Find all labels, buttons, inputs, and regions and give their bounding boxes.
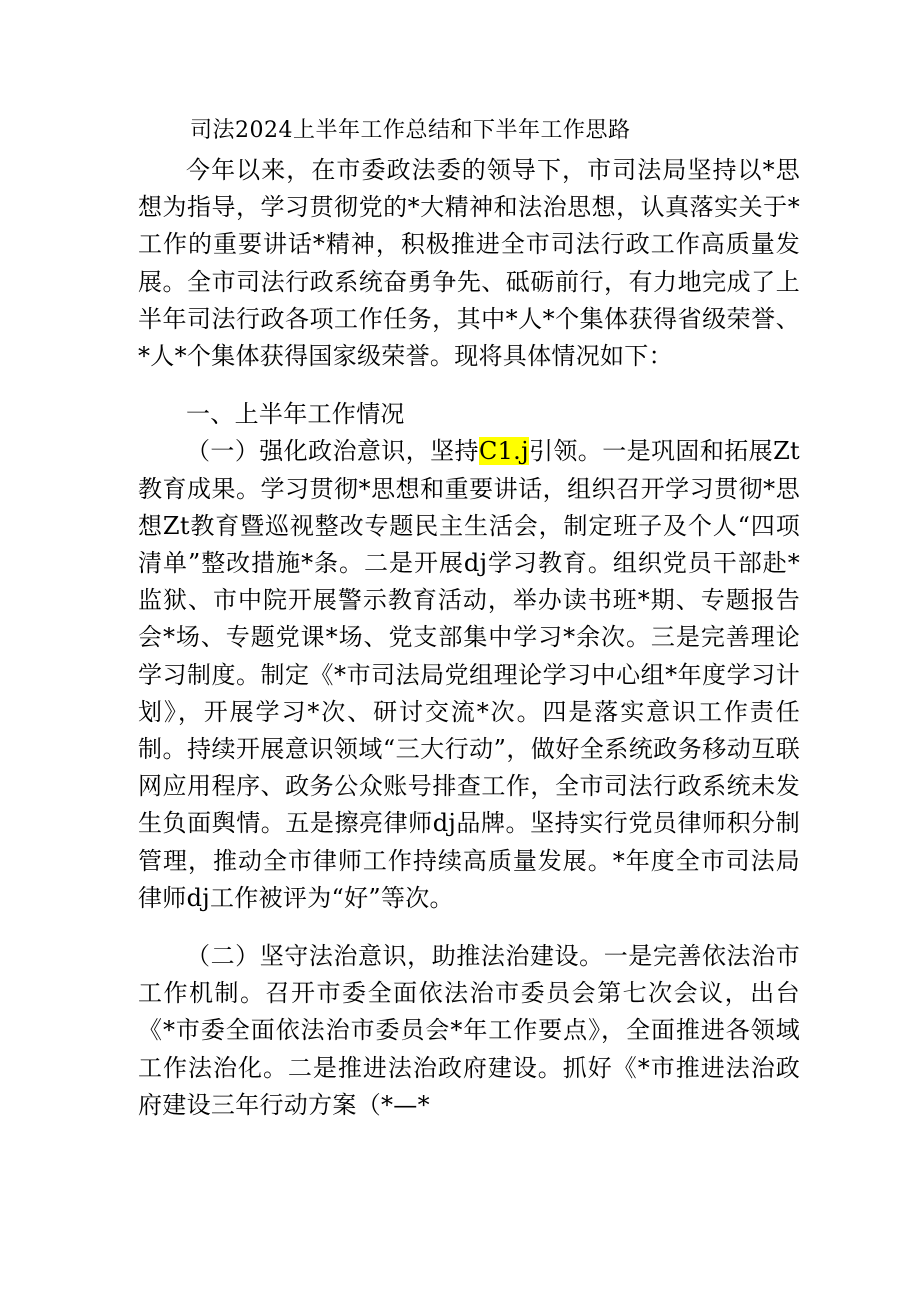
section-heading: 一、上半年工作情况 [186,400,405,429]
highlighted-text: C1.j [478,437,529,466]
subsection-1-lead: （一）强化政治意识，坚持 [186,437,479,466]
subsection-1-paragraph [138,433,800,917]
intro-paragraph: 今年以来，在市委政法委的领导下，市司法局坚持以*思想为指导，学习贯彻党的*大精神和法治思想，认真落实关于*工作的重要讲话*精神，积极推进全市司法行政工作高质量发展。全市司法行政系统奋勇争先、砥砺前行，有力地完成了上半年司法行政各项工作任务，其中*人*个集体获得省级荣誉、*人*个集体获得国家级荣誉。现将具体情况如下： [138,156,800,371]
subsection-2-paragraph: （二）坚守法治意识，助推法治建设。一是完善依法治市工作机制。召开市委全面依法治市委员会第七次会议，出台《*市委全面依法治市委员会*年工作要点》，全面推进各领域工作法治化。二是推进法治政府建设。抓好《*市推进法治政府建设三年行动方案（*—* [138,942,800,1119]
document-body [138,152,800,1124]
document-title: 司法2024上半年工作总结和下半年工作思路 [190,118,631,143]
subsection-1-rest: 引领。一是巩固和拓展Zt教育成果。学习贯彻*思想和重要讲话，组织召开学习贯彻*思想Zt教育暨巡视整改专题民主生活会，制定班子及个人“四项清单”整改措施*条。二是开展dj学习教育。组织党员干部赴*监狱、市中院开展警示教育活动，举办读书班*期、专题报告会*场、专题党课*场、党支部集中学习*余次。三是完善理论学习制度。制定《*市司法局党组理论学习中心组*年度学习计划》，开展学习*次、研讨交流*次。四是落实意识工作责任制。持续开展意识领域“三大行动”，做好全系统政务移动互联网应用程序、政务公众账号排查工作，全市司法行政系统未发生负面舆情。五是擦亮律师dj品牌。坚持实行党员律师积分制管理，推动全市律师工作持续高质量发展。*年度全市司法局律师dj工作被评为“好”等次。 [138,437,800,912]
